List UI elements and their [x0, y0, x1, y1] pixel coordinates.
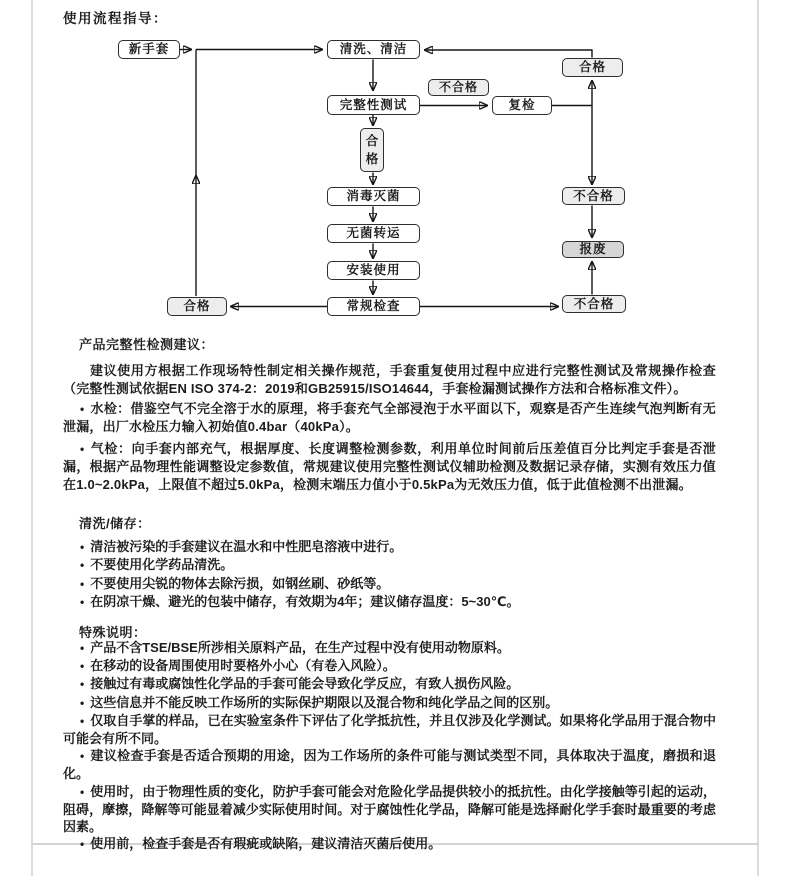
bullet-marker: •	[80, 749, 85, 764]
water-test-bullet	[63, 400, 716, 436]
flow-node-new-gloves: 新手套	[118, 40, 180, 59]
bullet-marker: •	[80, 402, 85, 416]
special-bullet-list	[63, 639, 716, 853]
bullet-marker: •	[80, 695, 85, 710]
bullet-text: 仅取自手掌的样品，已在实验室条件下评估了化学抵抗性，并且仅涉及化学测试。如果将化学品用于混合物中可能会有所不同。	[63, 712, 716, 747]
bullet-marker: •	[80, 576, 85, 591]
list-item	[63, 639, 716, 657]
bullet-text: 在移动的设备周围使用时要格外小心（有卷入风险）。	[90, 658, 396, 674]
flow-node-pass-to-wash: 合格	[562, 58, 623, 77]
list-item	[63, 747, 716, 782]
list-item	[63, 675, 716, 693]
bullet-marker: •	[80, 837, 85, 852]
bullet-text: 产品不含TSE/BSE所涉相关原料产品，在生产过程中没有使用动物原料。	[90, 640, 510, 655]
bullet-marker: •	[80, 442, 85, 456]
cleaning-section-heading: 清洗/储存：	[79, 516, 151, 531]
list-item	[63, 593, 716, 611]
integrity-section-heading: 产品完整性检测建议：	[79, 337, 215, 352]
list-item	[63, 575, 716, 593]
list-item	[63, 712, 716, 747]
flow-node-wash-clean: 清洗、清洁	[327, 40, 420, 59]
bullet-marker: •	[80, 641, 85, 655]
bullet-text: 使用前，检查手套是否有瑕疵或缺陷，建议清洁灭菌后使用。	[90, 836, 442, 852]
flow-node-disinfect-sterilize: 消毒灭菌	[327, 187, 420, 206]
air-test-bullet	[63, 440, 716, 494]
flow-node-pass-routine: 合格	[167, 297, 227, 316]
bullet-marker: •	[80, 659, 85, 674]
bullet-text: 在阴凉干燥、避光的包装中储存，有效期为4年；建议储存温度：5~30℃。	[90, 594, 520, 610]
bullet-text: 建议检查手套是否适合预期的用途，因为工作场所的条件可能与测试类型不同，具体取决于温度，磨损和退化。	[63, 748, 716, 782]
flow-node-fail-recheck: 不合格	[562, 187, 625, 205]
bullet-text: 使用时，由于物理性质的变化，防护手套可能会对危险化学品提供较小的抵抗性。由化学接触等引起的运动，阻碍，摩擦，降解等可能显着减少实际使用时间。对于腐蚀性化学品，降解可能是选择耐化学手套时最重要的考虑因素。	[63, 783, 716, 835]
list-item	[63, 538, 716, 556]
flow-node-recheck: 复检	[492, 96, 552, 115]
bullet-marker: •	[80, 784, 85, 799]
list-item	[63, 556, 716, 574]
flow-node-sterile-transfer: 无菌转运	[327, 224, 420, 243]
bullet-text: 清洁被污染的手套建议在温水和中性肥皂溶液中进行。	[90, 539, 403, 554]
flow-node-routine-inspection: 常规检查	[327, 297, 420, 316]
list-item	[63, 835, 716, 853]
bullet-text: 接触过有毒或腐蚀性化学品的手套可能会导致化学反应，有致人损伤风险。	[90, 676, 520, 692]
flow-node-integrity-test: 完整性测试	[327, 95, 420, 115]
flow-node-fail-after-test: 不合格	[428, 79, 489, 96]
bullet-text: 水检：借鉴空气不完全溶于水的原理，将手套充气全部浸泡于水平面以下，观察是否产生连续气泡判断有无泄漏，出厂水检压力输入初始值0.4bar（40kPa）。	[63, 401, 716, 434]
bullet-text: 气检：向手套内部充气，根据厚度、长度调整检测参数，利用单位时间前后压差值百分比判定手套是否泄漏，根据产品物理性能调整设定参数值，常规建议使用完整性测试仪辅助检测及数据记录存储，实测有效压力值在1.0~2.0kPa，上限值不超过5.0kPa，检测末端压力值小于0.5kPa为无效压力值，低于此值检测不出泄漏。	[63, 441, 716, 492]
flow-node-scrap: 报废	[562, 241, 624, 258]
bullet-marker: •	[80, 713, 85, 728]
integrity-intro-paragraph: 建议使用方根据工作现场特性制定相关操作规范，手套重复使用过程中应进行完整性测试及常规操作检查（完整性测试依据EN ISO 374-2：2019和GB25915/ISO14644，手套检漏测试操作方法和合格标准文件）。	[63, 363, 716, 396]
bullet-marker: •	[80, 595, 85, 610]
list-item	[63, 694, 716, 712]
bullet-text: 不要使用化学药品清洗。	[90, 557, 234, 573]
flow-node-fail-routine: 不合格	[562, 295, 626, 313]
list-item	[63, 657, 716, 675]
bullet-text: 这些信息并不能反映工作场所的实际保护期限以及混合物和纯化学品之间的区别。	[90, 694, 559, 710]
bullet-text: 不要使用尖锐的物体去除污损，如钢丝刷、砂纸等。	[90, 575, 390, 591]
page-title: 使用流程指导：	[63, 11, 168, 26]
bullet-marker: •	[80, 677, 85, 692]
cleaning-bullet-list	[63, 538, 716, 612]
special-section-heading: 特殊说明：	[79, 625, 147, 640]
list-item	[63, 783, 716, 836]
flow-node-pass-after-test: 合格	[360, 128, 384, 172]
flow-node-install-use: 安装使用	[327, 261, 420, 280]
bullet-marker: •	[80, 540, 85, 554]
bullet-marker: •	[80, 558, 85, 573]
